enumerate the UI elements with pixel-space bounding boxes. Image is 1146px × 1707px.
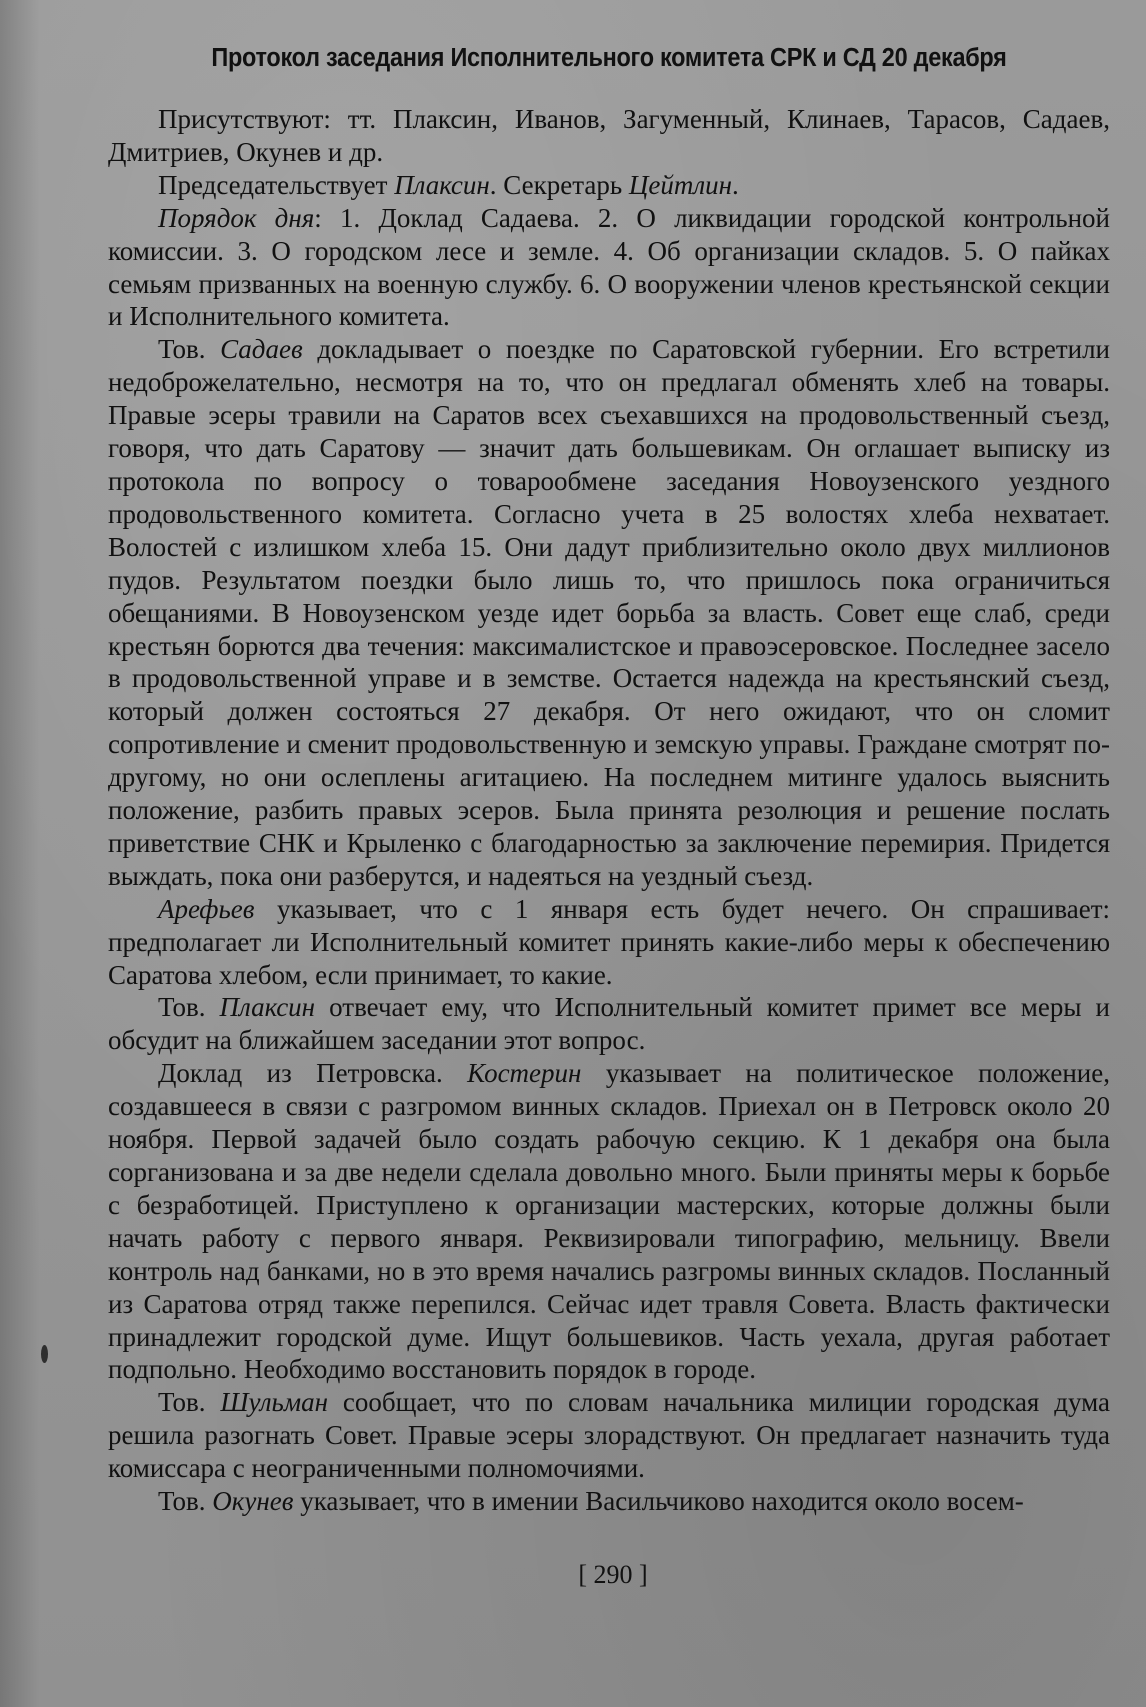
paragraph-text: сообщает, что по словам начальника милиции городская дума решила разогнать Совет. Правые эсеры злорадствуют. Он предлагает назначить туда комиссара с неограниченными полномочиями. bbox=[108, 1387, 1111, 1484]
italic-name: Арефьев bbox=[158, 893, 255, 924]
italic-name: Шульман bbox=[220, 1387, 328, 1418]
paragraph bbox=[108, 333, 1110, 892]
page-number: [ 290 ] bbox=[578, 1560, 648, 1589]
paragraph-text: . Секретарь bbox=[489, 169, 629, 200]
paragraph bbox=[108, 1057, 1110, 1386]
protocol-body bbox=[108, 103, 1110, 1518]
paragraph-text: указывает, что в имении Васильчиково находится около восем- bbox=[293, 1486, 1024, 1517]
paragraph-text: Тов. bbox=[158, 334, 221, 365]
ink-spot bbox=[41, 1345, 48, 1363]
paragraph bbox=[108, 202, 1110, 334]
paragraph-text: докладывает о поездке по Саратовской губернии. Его встретили недоброжелательно, несмотря на то, что он предлагал обменять хлеб на товары. Правые эсеры травили на Саратов всех съехавшихся на продовольственный съезд, говоря, что дать Саратову — значит дать большевикам. Он оглашает выписку из протокола по вопросу о товарообмене заседания Новоузенского уездного продовольственного комитета. Согласно учета в 25 волостях хлеба нехватает. Волостей с излишком хлеба 15. Они дадут приблизительно около двух миллионов пудов. Результатом поездки было лишь то, что пришлось пока ограничиться обещаниями. В Новоузенском уезде идет борьба за власть. Совет еще слаб, среди крестьян борются два течения: максималистское и правоэсеровское. Последнее засело в продовольственной управе и в земстве. Остается надежда на крестьянский съезд, который должен состояться 27 декабря. От него ожидают, что он сломит сопротивление и сменит продовольственную и земскую управы. Граждане смотрят по-другому, но они ослеплены агитациею. На последнем митинге удалось выяснить положение, разбить правых эсеров. Была принята резолюция и решение послать приветствие СНК и Крыленко с благодарностью за заключение перемирия. Придется выждать, пока они разберутся, и надеяться на уездный съезд. bbox=[108, 334, 1110, 891]
paragraph-text: Тов. bbox=[158, 1486, 213, 1517]
italic-name: Садаев bbox=[220, 334, 303, 365]
paragraph-text: Тов. bbox=[158, 992, 220, 1023]
paragraph-text: Присутствуют: тт. Плаксин, Иванов, Загуменный, Клинаев, Тарасов, Садаев, Дмитриев, Окунев и др. bbox=[108, 104, 1110, 167]
paragraph bbox=[108, 169, 1110, 202]
paragraph bbox=[108, 991, 1110, 1057]
italic-name: Костерин bbox=[467, 1058, 582, 1089]
protocol-heading: Протокол заседания Исполнительного комитета СРК и СД 20 декабря bbox=[211, 44, 1007, 72]
page-edge-shadow bbox=[0, 0, 40, 1707]
paragraph bbox=[108, 893, 1110, 992]
paragraph bbox=[108, 1485, 1110, 1518]
italic-name: Цейтлин bbox=[628, 169, 733, 200]
italic-name: Окунев bbox=[212, 1486, 294, 1517]
paragraph-text: . bbox=[732, 169, 739, 200]
paragraph-text: : 1. Доклад Садаева. 2. О ликвидации городской контрольной комиссии. 3. О городском лесе и земле. 4. Об организации складов. 5. О пайках семьям призванных на военную службу. 6. О вооружении членов крестьянской секции и Исполнительного комитета. bbox=[108, 202, 1110, 332]
paragraph-text: указывает, что с 1 января есть будет нечего. Он спрашивает: предполагает ли Исполнительный комитет принять какие-либо меры к обеспечению Саратова хлебом, если принимает, то какие. bbox=[108, 893, 1110, 990]
italic-name: Плаксин bbox=[219, 992, 316, 1023]
paragraph bbox=[108, 1386, 1110, 1485]
paragraph bbox=[108, 103, 1110, 169]
paragraph-text: отвечает ему, что Исполнительный комитет примет все меры и обсудит на ближайшем заседании этот вопрос. bbox=[108, 992, 1110, 1056]
paragraph-text: Тов. bbox=[158, 1387, 221, 1418]
paragraph-text: Доклад из Петровска. bbox=[158, 1058, 468, 1089]
paragraph-text: указывает на политическое положение, создавшееся в связи с разгромом винных складов. Приехал он в Петровск около 20 ноября. Первой задачей было создать рабочую секцию. К 1 декабря она была сорганизована и за две недели сделала довольно много. Были приняты меры к борьбе с безработицей. Приступлено к организации мастерских, которые должны были начать работу с первого января. Реквизировали типографию, мельницу. Ввели контроль над банками, но в это время начались разгромы винных складов. Посланный из Саратова отряд также перепился. Сейчас идет травля Совета. Власть фактически принадлежит городской думе. Ищут большевиков. Часть уехала, другая работает подпольно. Необходимо восстановить порядок в городе. bbox=[108, 1058, 1110, 1385]
paragraph-text: Председательствует bbox=[158, 169, 395, 200]
italic-name: Плаксин bbox=[394, 169, 490, 200]
italic-name: Порядок дня bbox=[158, 202, 315, 233]
